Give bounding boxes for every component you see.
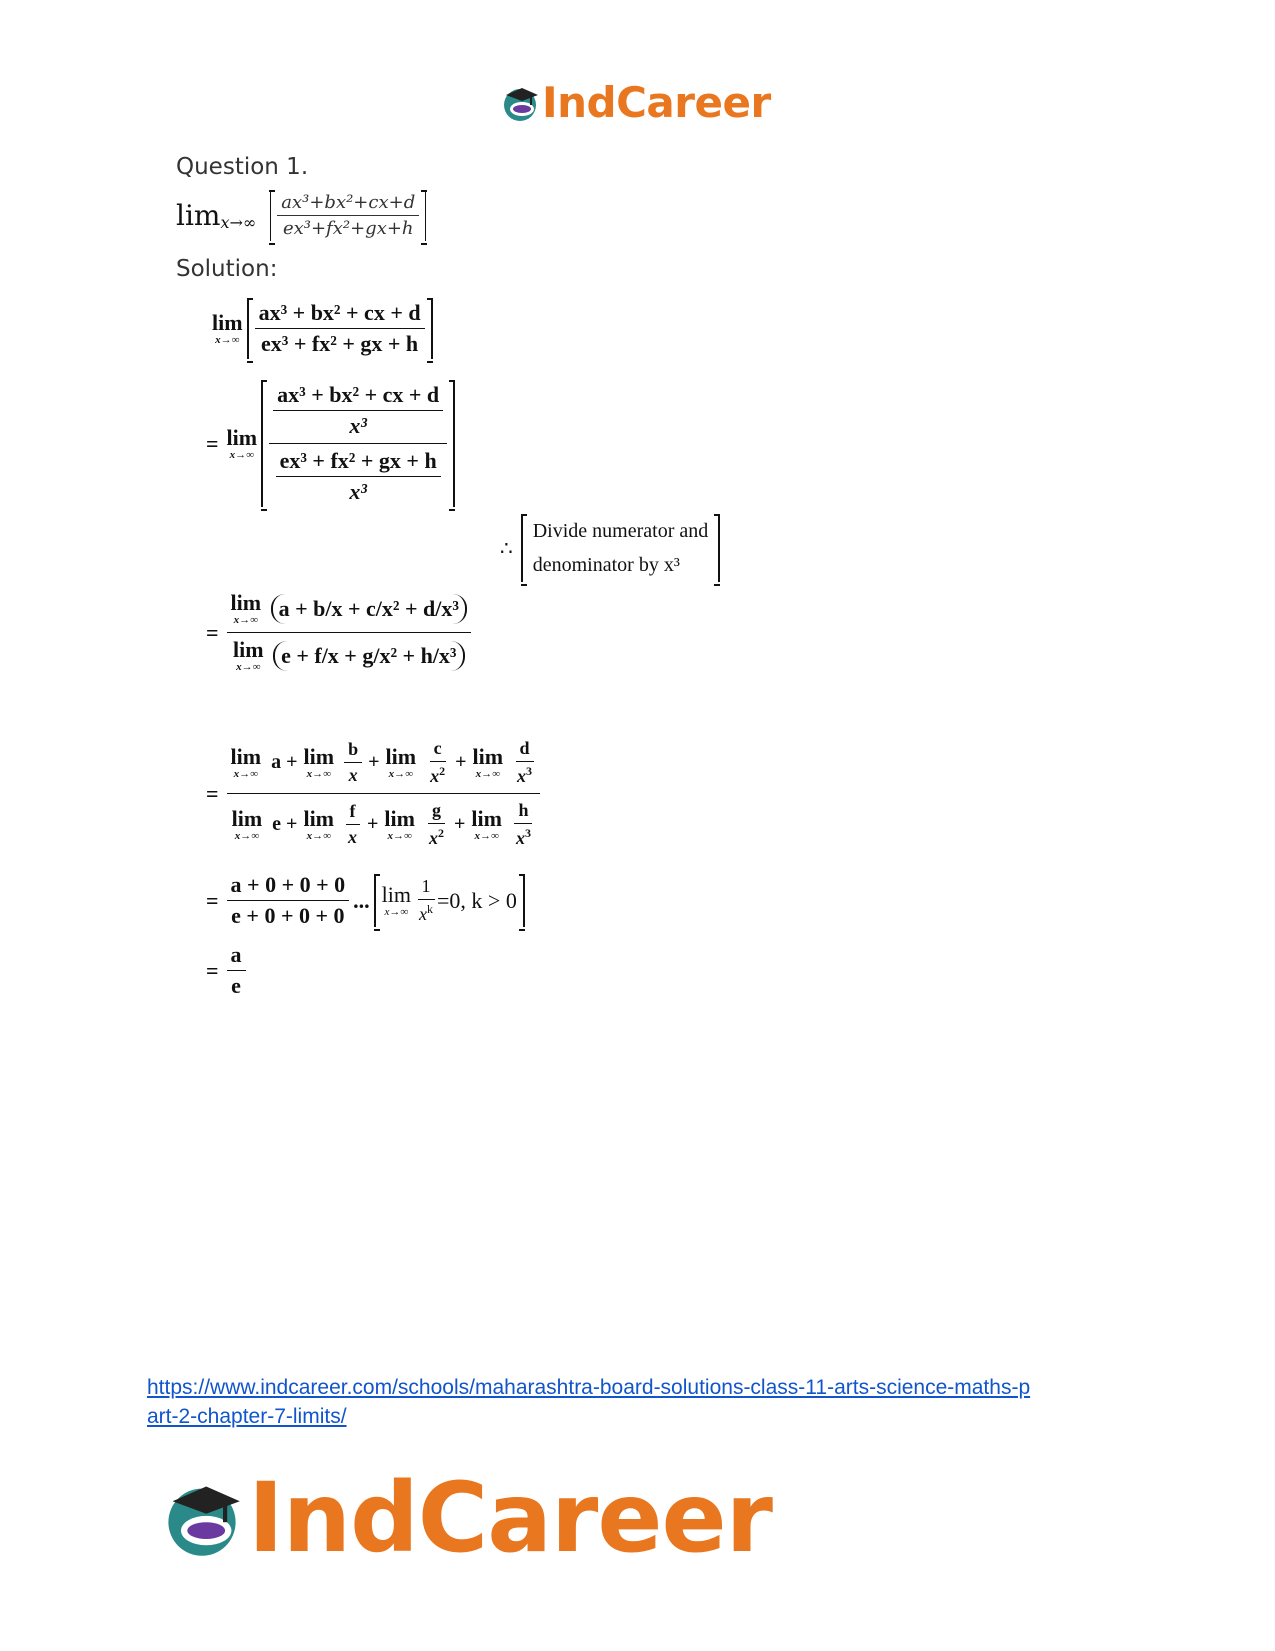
equals-sign: =: [206, 430, 219, 456]
step2-numerator-x3: x³: [349, 413, 367, 438]
solution-step-5: [206, 872, 525, 929]
step5-numerator: a + 0 + 0 + 0: [227, 872, 350, 901]
step3-denominator: lim x→∞ e + f/x + g/x² + h/x³: [229, 633, 469, 673]
question-bracket: [270, 190, 426, 241]
equals-sign: =: [206, 619, 219, 645]
solution-step-3: [206, 592, 471, 673]
step1-fraction: [255, 300, 425, 357]
step2-denominator-x3: x³: [349, 479, 367, 504]
step1-numerator: ax³ + bx² + cx + d: [255, 300, 425, 329]
divide-note: [500, 514, 720, 582]
question-lim-sub: x→∞: [220, 213, 257, 232]
source-link-line-2: art-2-chapter-7-limits/: [147, 1405, 347, 1428]
note-bracket: [521, 514, 721, 582]
equals-sign: =: [206, 780, 219, 806]
solution-step-4: [206, 738, 540, 849]
step6-fraction: [227, 942, 246, 999]
step3-denominator-expr: e + f/x + g/x² + h/x³: [273, 641, 464, 671]
note-line-1: Divide numerator and: [532, 520, 709, 542]
equals-sign: =: [206, 957, 219, 983]
step5-denominator: e + 0 + 0 + 0: [231, 903, 345, 928]
step4-fraction: [227, 738, 540, 849]
step2-denominator: [272, 444, 445, 505]
step1-bracket: [247, 298, 433, 359]
step1-denominator: ex³ + fx² + gx + h: [261, 331, 419, 356]
step6-denominator: e: [231, 973, 241, 998]
step2-numerator: [269, 382, 447, 444]
step4-denominator: lim x→∞ e + lim x→∞ $\frac{f}{x}$ + lim x→∞ $\frac{g}{x^2}$ + lim x→∞ $\frac{h}{x^3}$: [231, 800, 531, 848]
solution-step-6: [206, 942, 246, 999]
step2-denominator-top: ex³ + fx² + gx + h: [276, 448, 441, 477]
question-denominator: ex³+fx²+gx+h: [282, 218, 414, 239]
source-link[interactable]: [147, 1373, 1147, 1431]
question-fraction: [277, 192, 419, 239]
step6-numerator: a: [227, 942, 246, 971]
step5-rule-bracket: lim x→∞ $\frac{1}{x^k}$ =0, k > 0: [374, 874, 525, 927]
lim-operator: lim x→∞: [212, 309, 243, 346]
question-numerator: ax³+bx²+cx+d: [277, 192, 419, 216]
indcareer-logo-bottom: [160, 1462, 772, 1574]
step4-numerator: lim x→∞ a + lim x→∞ $\frac{b}{x}$ + lim x→∞ $\frac{c}{x^2}$ + lim x→∞ $\frac{d}{x^3}$: [227, 738, 540, 794]
step5-rule-text: =0, k > 0: [437, 887, 517, 913]
step3-numerator-expr: a + b/x + c/x² + d/x³: [271, 594, 467, 624]
step5-fraction: [227, 872, 350, 929]
step2-numerator-top: ax³ + bx² + cx + d: [273, 382, 443, 411]
step5-dots: ...: [353, 887, 370, 913]
question-heading: Question 1.: [176, 154, 309, 180]
lim-operator: lim x→∞: [226, 424, 258, 461]
source-link-line-1: https://www.indcareer.com/schools/maharashtra-board-solutions-class-11-arts-science-maths-p: [147, 1376, 1031, 1399]
note-line-2: denominator by x³: [532, 554, 680, 576]
step3-fraction: [227, 592, 471, 673]
equals-sign: =: [206, 887, 219, 913]
therefore-symbol: ∴: [500, 537, 513, 560]
logo-wordmark: IndCareer: [248, 1462, 772, 1574]
step2-bracket: [261, 380, 455, 507]
graduation-cap-icon: [160, 1476, 244, 1560]
graduation-cap-icon: [500, 83, 540, 123]
question-lim: lim: [176, 199, 221, 232]
solution-heading: Solution:: [176, 256, 278, 282]
step3-numerator: lim x→∞ a + b/x + c/x² + d/x³: [227, 592, 471, 633]
logo-wordmark: IndCareer: [542, 78, 771, 127]
solution-step-1: [212, 298, 433, 359]
solution-step-2: [206, 380, 455, 507]
indcareer-logo-top: [500, 78, 771, 127]
question-expression: [176, 190, 426, 241]
step2-fraction: [269, 382, 447, 505]
